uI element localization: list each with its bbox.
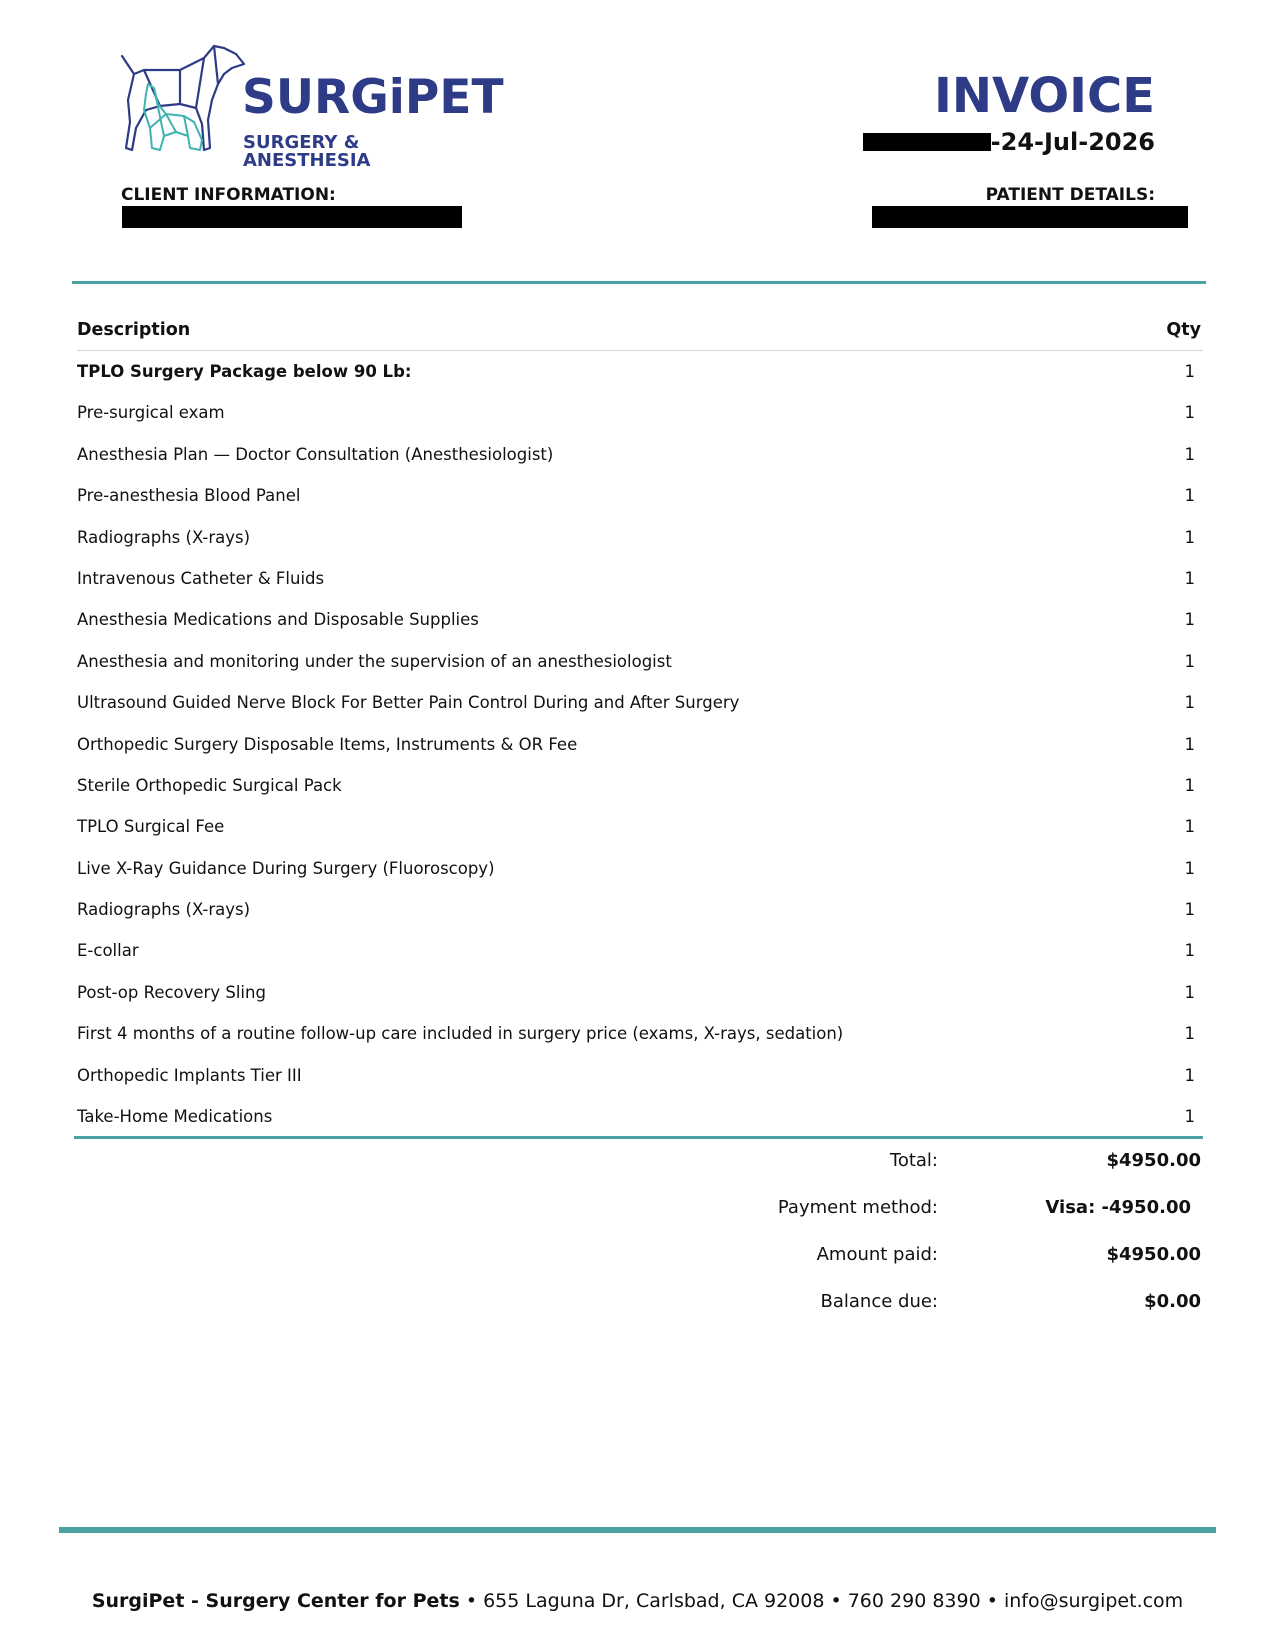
dog-cat-logo-icon	[120, 44, 250, 156]
item-qty: 1	[1184, 568, 1195, 588]
table-row	[77, 683, 1203, 724]
footer	[0, 1590, 1275, 1612]
table-row	[77, 352, 1203, 393]
table-header	[77, 318, 1203, 351]
payment-label: Payment method:	[777, 1197, 938, 1218]
footer-details: • 655 Laguna Dr, Carlsbad, CA 92008 • 760 290 8390 • info@surgipet.com	[459, 1590, 1184, 1612]
balance-value: $0.00	[1144, 1291, 1201, 1312]
item-qty: 1	[1184, 403, 1195, 423]
item-qty: 1	[1184, 486, 1195, 506]
patient-details-label: PATIENT DETAILS:	[985, 185, 1155, 205]
table-row	[77, 973, 1203, 1014]
item-description: Orthopedic Surgery Disposable Items, Instruments & OR Fee	[77, 734, 578, 754]
footer-divider	[59, 1527, 1216, 1533]
item-description: Orthopedic Implants Tier III	[77, 1065, 302, 1085]
table-row	[77, 1014, 1203, 1055]
company-logo	[120, 44, 504, 171]
table-row	[77, 393, 1203, 434]
item-description: Anesthesia Medications and Disposable Supplies	[77, 610, 479, 630]
table-row	[77, 518, 1203, 559]
item-description: First 4 months of a routine follow-up care included in surgery price (exams, X-rays, sedation)	[77, 1024, 844, 1044]
item-qty: 1	[1184, 1024, 1195, 1044]
item-qty: 1	[1184, 651, 1195, 671]
item-description: Sterile Orthopedic Surgical Pack	[77, 775, 342, 795]
item-qty: 1	[1184, 775, 1195, 795]
item-description: Pre-surgical exam	[77, 403, 225, 423]
item-qty: 1	[1184, 693, 1195, 713]
payment-row	[0, 1197, 1275, 1225]
table-row	[77, 766, 1203, 807]
balance-row	[0, 1291, 1275, 1319]
invoice-date-line	[863, 128, 1155, 156]
item-qty: 1	[1184, 941, 1195, 961]
balance-label: Balance due:	[820, 1291, 938, 1312]
item-description: Anesthesia and monitoring under the supervision of an anesthesiologist	[77, 651, 672, 671]
item-description: E-collar	[77, 941, 139, 961]
table-row	[77, 931, 1203, 972]
total-value: $4950.00	[1106, 1150, 1201, 1171]
item-qty: 1	[1184, 444, 1195, 464]
table-row	[77, 1097, 1203, 1138]
logo-name: SURGiPET	[242, 70, 504, 125]
redaction-bar	[863, 133, 991, 151]
table-row	[77, 725, 1203, 766]
table-row	[77, 1056, 1203, 1097]
table-row	[77, 642, 1203, 683]
item-description: TPLO Surgical Fee	[77, 817, 225, 837]
patient-redaction-bar	[872, 206, 1188, 228]
item-qty: 1	[1184, 734, 1195, 754]
line-items	[77, 352, 1203, 1138]
table-row	[77, 559, 1203, 600]
paid-row	[0, 1244, 1275, 1272]
item-qty: 1	[1184, 1107, 1195, 1127]
table-row	[77, 849, 1203, 890]
item-qty: 1	[1184, 817, 1195, 837]
total-label: Total:	[889, 1150, 938, 1171]
item-qty: 1	[1184, 900, 1195, 920]
invoice-date: -24-Jul-2026	[990, 128, 1155, 156]
table-row	[77, 600, 1203, 641]
logo-tagline: SURGERY & ANESTHESIA	[243, 132, 371, 171]
table-bottom-divider	[74, 1136, 1203, 1139]
header-description: Description	[77, 320, 191, 340]
item-description: Pre-anesthesia Blood Panel	[77, 486, 301, 506]
payment-value: Visa: -4950.00	[1045, 1197, 1191, 1218]
paid-label: Amount paid:	[816, 1244, 938, 1265]
item-description: Radiographs (X-rays)	[77, 900, 251, 920]
client-redaction-bar	[122, 206, 462, 228]
item-description: Live X-Ray Guidance During Surgery (Fluoroscopy)	[77, 858, 495, 878]
item-qty: 1	[1184, 527, 1195, 547]
item-description: Take-Home Medications	[77, 1107, 273, 1127]
table-row	[77, 435, 1203, 476]
item-qty: 1	[1184, 858, 1195, 878]
item-qty: 1	[1184, 1065, 1195, 1085]
item-description: Ultrasound Guided Nerve Block For Better Pain Control During and After Surgery	[77, 693, 740, 713]
paid-value: $4950.00	[1106, 1244, 1201, 1265]
item-qty: 1	[1184, 610, 1195, 630]
table-row	[77, 890, 1203, 931]
table-row	[77, 476, 1203, 517]
item-description: Radiographs (X-rays)	[77, 527, 251, 547]
item-description: Anesthesia Plan — Doctor Consultation (Anesthesiologist)	[77, 444, 554, 464]
item-description: Post-op Recovery Sling	[77, 982, 266, 1002]
header-divider	[72, 281, 1206, 284]
item-description: Intravenous Catheter & Fluids	[77, 568, 325, 588]
header-qty: Qty	[1166, 320, 1201, 340]
client-info-label: CLIENT INFORMATION:	[121, 185, 336, 205]
item-qty: 1	[1184, 982, 1195, 1002]
invoice-title: INVOICE	[933, 68, 1155, 124]
footer-company: SurgiPet - Surgery Center for Pets	[91, 1590, 460, 1612]
item-description: TPLO Surgery Package below 90 Lb:	[77, 362, 412, 381]
table-row	[77, 807, 1203, 848]
item-qty: 1	[1184, 362, 1195, 381]
total-row	[0, 1150, 1275, 1178]
